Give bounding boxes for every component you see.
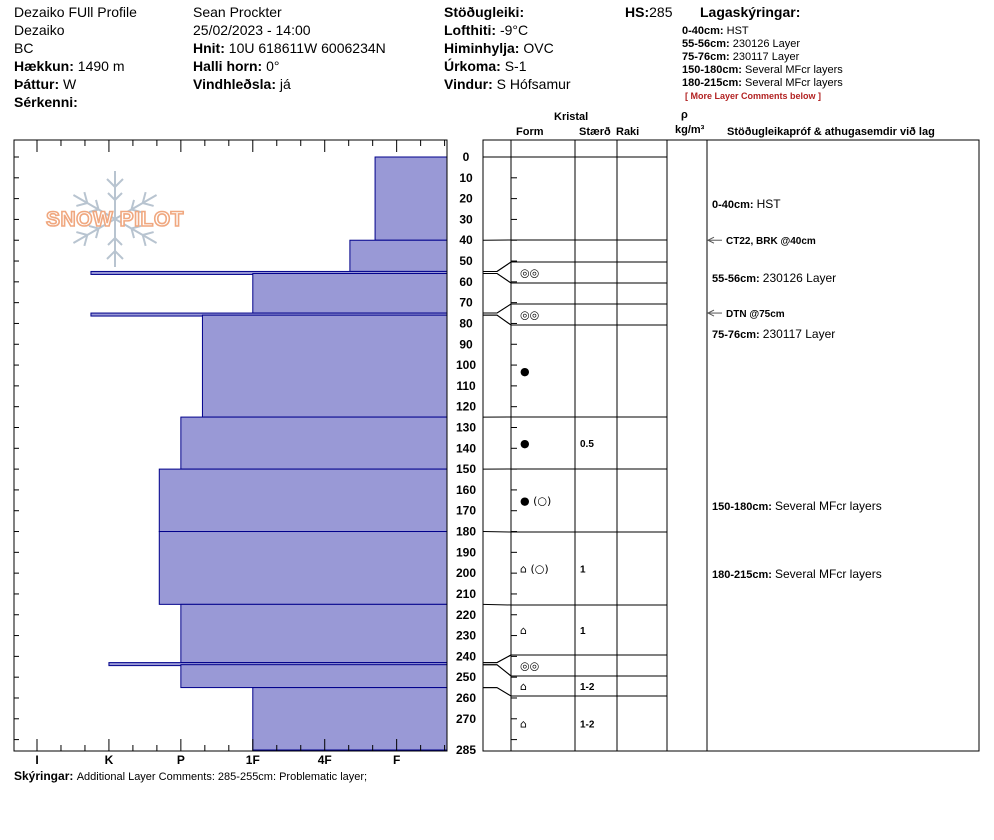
grain-size: 1 [580,626,586,637]
snowpilot-watermark [46,171,184,267]
grain-size: 1-2 [580,682,595,693]
layer-comment-range: 75-76cm: [712,329,763,341]
hardness-profile [91,157,447,750]
depth-tick-label: 180 [455,524,477,539]
aspect-value: W [63,76,77,92]
depth-tick-label: 50 [459,254,473,269]
layer-connector [483,655,511,663]
wind-loading-value: já [279,76,291,92]
layer-details [520,267,595,731]
rho-header: ρ [681,109,688,121]
layer-comment-range: 180-215cm: [712,569,775,581]
depth-tick-label: 120 [455,399,477,414]
depth-tick-label: 190 [455,545,477,560]
layer-comment-text: 230117 Layer [762,327,836,341]
depth-tick-label: 40 [459,233,473,248]
layer-connector [483,274,511,283]
location: Dezaiko [14,22,65,38]
layer-connector [483,688,511,696]
grain-form: ◎◎ [520,266,540,280]
tests-header: Stöðugleikapróf & athugasemdir við lag [727,126,935,138]
footer-text: Additional Layer Comments: 285-255cm: Problematic layer; [76,771,368,783]
layer-comment-text: HST [756,197,781,211]
footer [14,768,367,785]
layer-comment [712,567,882,581]
hardness-bar [253,274,447,314]
grain-form: ⌂ [520,680,527,693]
datetime: 25/02/2023 - 14:00 [193,22,311,38]
layer-comment [712,197,781,211]
layer-connector [483,688,511,696]
depth-tick-label: 80 [459,316,473,331]
depth-tick-label: 70 [459,295,473,310]
legend-range: 180-215cm: [682,77,742,89]
grain-form: ● (○) [520,494,552,508]
hardness-bar [350,240,447,271]
region: BC [14,40,34,56]
features-label: Sérkenni: [14,94,78,110]
depth-tick-label: 220 [455,607,477,622]
depth-tick-label: 230 [455,628,477,643]
hardness-bar [159,469,447,531]
layer-comment [712,327,835,341]
layer-line-axis [483,604,511,605]
layers-frame [483,140,979,751]
hs-label: HS: [625,4,650,20]
legend-text: 230117 Layer [732,51,800,63]
stability-test-label: CT22, BRK @40cm [726,236,816,248]
sky-label: Himinhylja: [444,40,520,56]
form-header: Form [516,126,544,138]
depth-tick-label: 285 [455,743,477,757]
precip-label: Úrkoma: [444,58,501,74]
profile-name: Dezaiko FUll Profile [14,4,137,20]
size-header: Stærð [579,126,611,138]
crystal-header: Kristal [554,111,589,123]
layer-connector [483,655,511,663]
layer-comment [712,271,836,285]
watermark-text: SNOW PILOT [46,208,184,231]
moisture-header: Raki [616,126,640,138]
hardness-tick-label: P [176,753,185,767]
legend-text: HST [726,25,749,37]
slope-value: 0° [266,58,280,74]
depth-tick-label: 60 [459,274,473,289]
layer-connector [483,315,511,325]
wind-label: Vindur: [444,76,493,92]
depth-tick-label: 170 [455,503,477,518]
depth-tick-label: 240 [455,649,477,664]
legend-text: 230126 Layer [732,38,801,50]
hardness-tick-label: 4F [317,753,332,767]
legend-range: 55-56cm: [682,38,730,50]
hardness-bar [181,665,447,688]
layer-connector [483,262,511,271]
stability-label: Stöðugleiki: [444,4,525,20]
grain-size: 1 [580,564,586,576]
elevation-value: 1490 m [77,58,125,74]
legend-range: 0-40cm: [682,25,724,37]
layer-comment-text: 230126 Layer [762,271,837,285]
wind-value: S Hófsamur [496,76,571,92]
layer-connector [483,315,511,325]
hardness-bar [181,417,447,469]
coords-label: Hnit: [193,40,225,56]
hardness-bar [159,532,447,605]
hardness-tick-label: F [392,753,401,767]
depth-tick-label: 10 [459,170,473,185]
aspect-label: Þáttur: [14,76,60,92]
air-temp-label: Lofthiti: [444,22,497,38]
hardness-bar [202,315,447,417]
depth-tick-label: 0 [462,150,470,164]
legend-range: 75-76cm: [682,51,730,63]
chart-frames [14,140,979,751]
layer-connector [483,274,511,283]
layer-comment-range: 55-56cm: [712,273,763,285]
layer-connector [483,665,511,676]
depth-tick-label: 260 [455,690,477,705]
hardness-tick-label: I [35,753,39,767]
depth-tick-label: 250 [455,670,477,685]
hardness-tick-label: K [104,753,114,767]
sky-value: OVC [523,40,554,56]
depth-tick-label: 100 [455,358,477,373]
wind-loading-label: Vindhleðsla: [193,76,276,92]
grain-size: 1-2 [580,719,595,731]
depth-tick-label: 210 [455,586,477,601]
layer-connector [483,304,511,313]
grain-form: ● [520,365,530,378]
legend-range: 150-180cm: [682,64,742,76]
depth-tick-label: 110 [456,378,476,393]
depth-tick-label: 30 [459,212,473,227]
more-comments-link[interactable]: [ More Layer Comments below ] [685,91,822,101]
hardness-bar [181,604,447,662]
grain-form: ⌂ (○) [520,562,549,576]
grain-form: ◎◎ [520,308,540,322]
layer-comment-range: 150-180cm: [712,501,775,513]
grain-form: ⌂ [520,717,527,731]
hardness-bar [375,157,447,240]
depth-tick-label: 160 [455,482,477,497]
hs-value: 285 [649,4,673,20]
layer-connector [483,665,511,676]
coords-value: 10U 618611W 6006234N [228,40,386,56]
legend-title: Lagaskýringar: [700,4,801,20]
layer-comment [712,499,882,513]
depth-tick-label: 270 [455,711,477,726]
layer-comments [712,197,882,581]
slope-label: Halli horn: [193,58,263,74]
elevation-label: Hækkun: [14,58,74,74]
layer-comment-text: Several MFcr layers [775,567,882,581]
hardness-tick-label: 1F [245,753,260,767]
hardness-bar [253,688,447,750]
depth-tick-label: 130 [455,420,477,435]
depth-tick-label: 140 [455,441,477,456]
grain-form: ◎◎ [520,659,540,673]
footer-label: Skýringar: [14,769,74,783]
density-unit: kg/m³ [675,124,705,136]
depth-tick-label: 150 [455,462,477,477]
precip-value: S-1 [504,58,527,74]
depth-tick-label: 200 [455,566,477,581]
grain-size: 0.5 [580,439,594,450]
legend-text: Several MFcr layers [745,77,843,89]
grain-form: ⌂ [520,624,527,637]
layer-connector [483,262,511,271]
air-temp-value: -9°C [499,22,529,38]
stability-test-label: DTN @75cm [726,309,785,321]
depth-tick-label: 20 [459,191,473,206]
grain-form: ● [520,437,530,450]
layer-comment-range: 0-40cm: [712,199,757,211]
legend-text: Several MFcr layers [745,64,843,76]
layer-connector [483,304,511,313]
depth-tick-label: 90 [459,337,473,352]
observer: Sean Prockter [193,4,282,20]
layer-comment-text: Several MFcr layers [775,499,882,513]
